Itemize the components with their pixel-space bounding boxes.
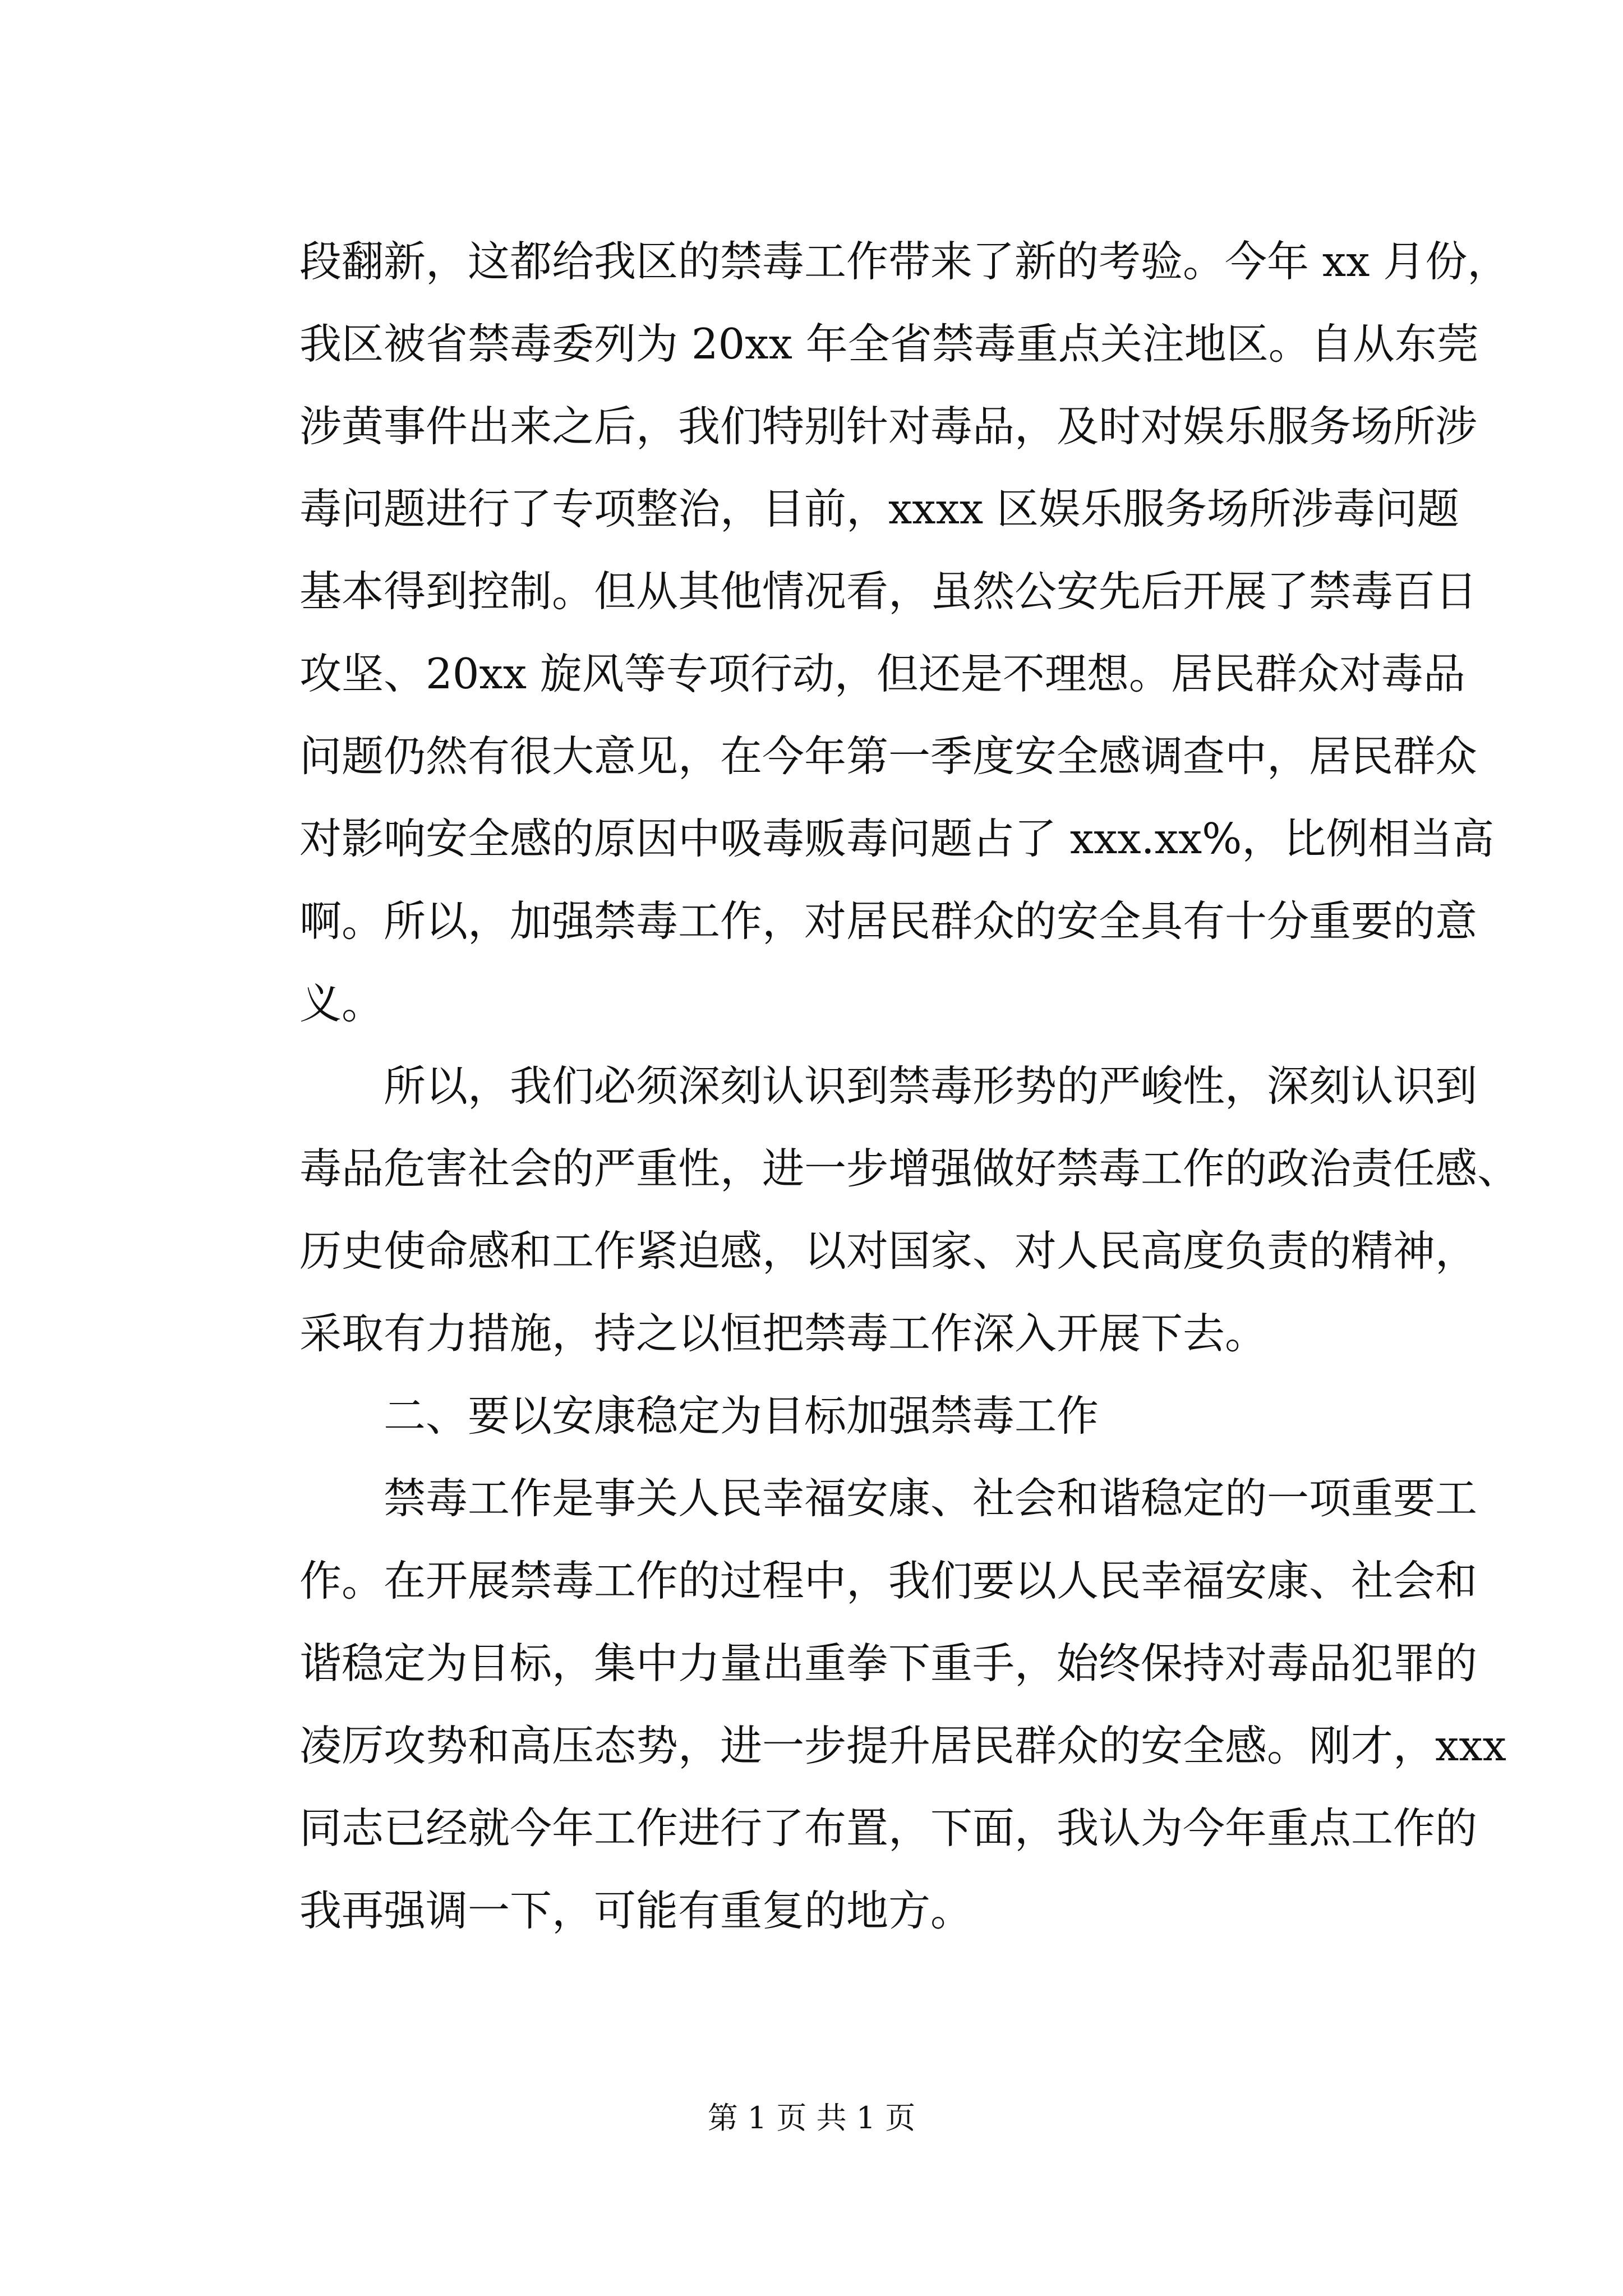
line-text: 问题仍然有很大意见，在今年第一季度安全感调查中，居民群众 [299, 731, 1478, 781]
line-text: 禁毒工作是事关人民幸福安康、社会和谐稳定的一项重要工 [299, 1474, 1478, 1523]
line-text: 二、要以安康稳定为目标加强禁毒工作 [299, 1391, 1099, 1441]
line-text: 我区被省禁毒委列为 20xx 年全省禁毒重点关注地区。自从东莞 [299, 319, 1479, 369]
line-text: 所以，我们必须深刻认识到禁毒形势的严峻性，深刻认识到 [299, 1061, 1478, 1111]
line-text: 我再强调一下，可能有重复的地方。 [299, 1886, 973, 1935]
line-text: 采取有力措施，持之以恒把禁毒工作深入开展下去。 [299, 1309, 1267, 1358]
section-heading [299, 1391, 1099, 1441]
text-line-16 [299, 1474, 1478, 1523]
text-line-8 [299, 814, 1495, 863]
line-text: 攻坚、20xx 旋风等专项行动，但还是不理想。居民群众对毒品 [299, 649, 1465, 698]
text-line-10 [299, 979, 384, 1028]
text-line-3 [299, 402, 1478, 451]
text-line-11 [299, 1061, 1478, 1111]
line-text: 毒问题进行了专项整治，目前，xxxx 区娱乐服务场所涉毒问题 [299, 484, 1460, 533]
line-text: 啊。所以，加强禁毒工作，对居民群众的安全具有十分重要的意 [299, 896, 1478, 946]
page-footer [0, 2102, 1623, 2134]
line-text: 对影响安全感的原因中吸毒贩毒问题占了 xxx.xx%，比例相当高 [299, 814, 1495, 863]
text-line-18 [299, 1639, 1478, 1688]
line-text: 毒品危害社会的严重性，进一步增强做好禁毒工作的政治责任感、 [299, 1144, 1520, 1193]
text-line-13 [299, 1226, 1478, 1276]
text-line-5 [299, 567, 1478, 616]
page-number-label: 第 1 页 共 1 页 [707, 2100, 916, 2136]
line-text: 作。在开展禁毒工作的过程中，我们要以人民幸福安康、社会和 [299, 1556, 1478, 1605]
text-line-21 [299, 1886, 973, 1935]
text-line-4 [299, 484, 1460, 533]
text-line-17 [299, 1556, 1478, 1605]
text-line-9 [299, 896, 1478, 946]
text-line-12 [299, 1144, 1520, 1193]
text-line-20 [299, 1803, 1478, 1853]
text-line-7 [299, 731, 1478, 781]
line-text: 涉黄事件出来之后，我们特别针对毒品，及时对娱乐服务场所涉 [299, 402, 1478, 451]
line-text: 凌厉攻势和高压态势，进一步提升居民群众的安全感。刚才，xxx [299, 1721, 1506, 1770]
line-text: 历史使命感和工作紧迫感，以对国家、对人民高度负责的精神， [299, 1226, 1478, 1276]
text-line-14 [299, 1309, 1267, 1358]
text-line-6 [299, 649, 1465, 698]
text-line-1 [299, 237, 1510, 286]
line-text: 谐稳定为目标，集中力量出重拳下重手，始终保持对毒品犯罪的 [299, 1639, 1478, 1688]
text-line-19 [299, 1721, 1506, 1770]
line-text: 同志已经就今年工作进行了布置，下面，我认为今年重点工作的 [299, 1803, 1478, 1853]
line-text: 义。 [299, 979, 384, 1028]
text-line-2 [299, 319, 1479, 369]
line-text: 基本得到控制。但从其他情况看，虽然公安先后开展了禁毒百日 [299, 567, 1478, 616]
line-text: 段翻新，这都给我区的禁毒工作带来了新的考验。今年 xx 月份， [299, 237, 1510, 286]
